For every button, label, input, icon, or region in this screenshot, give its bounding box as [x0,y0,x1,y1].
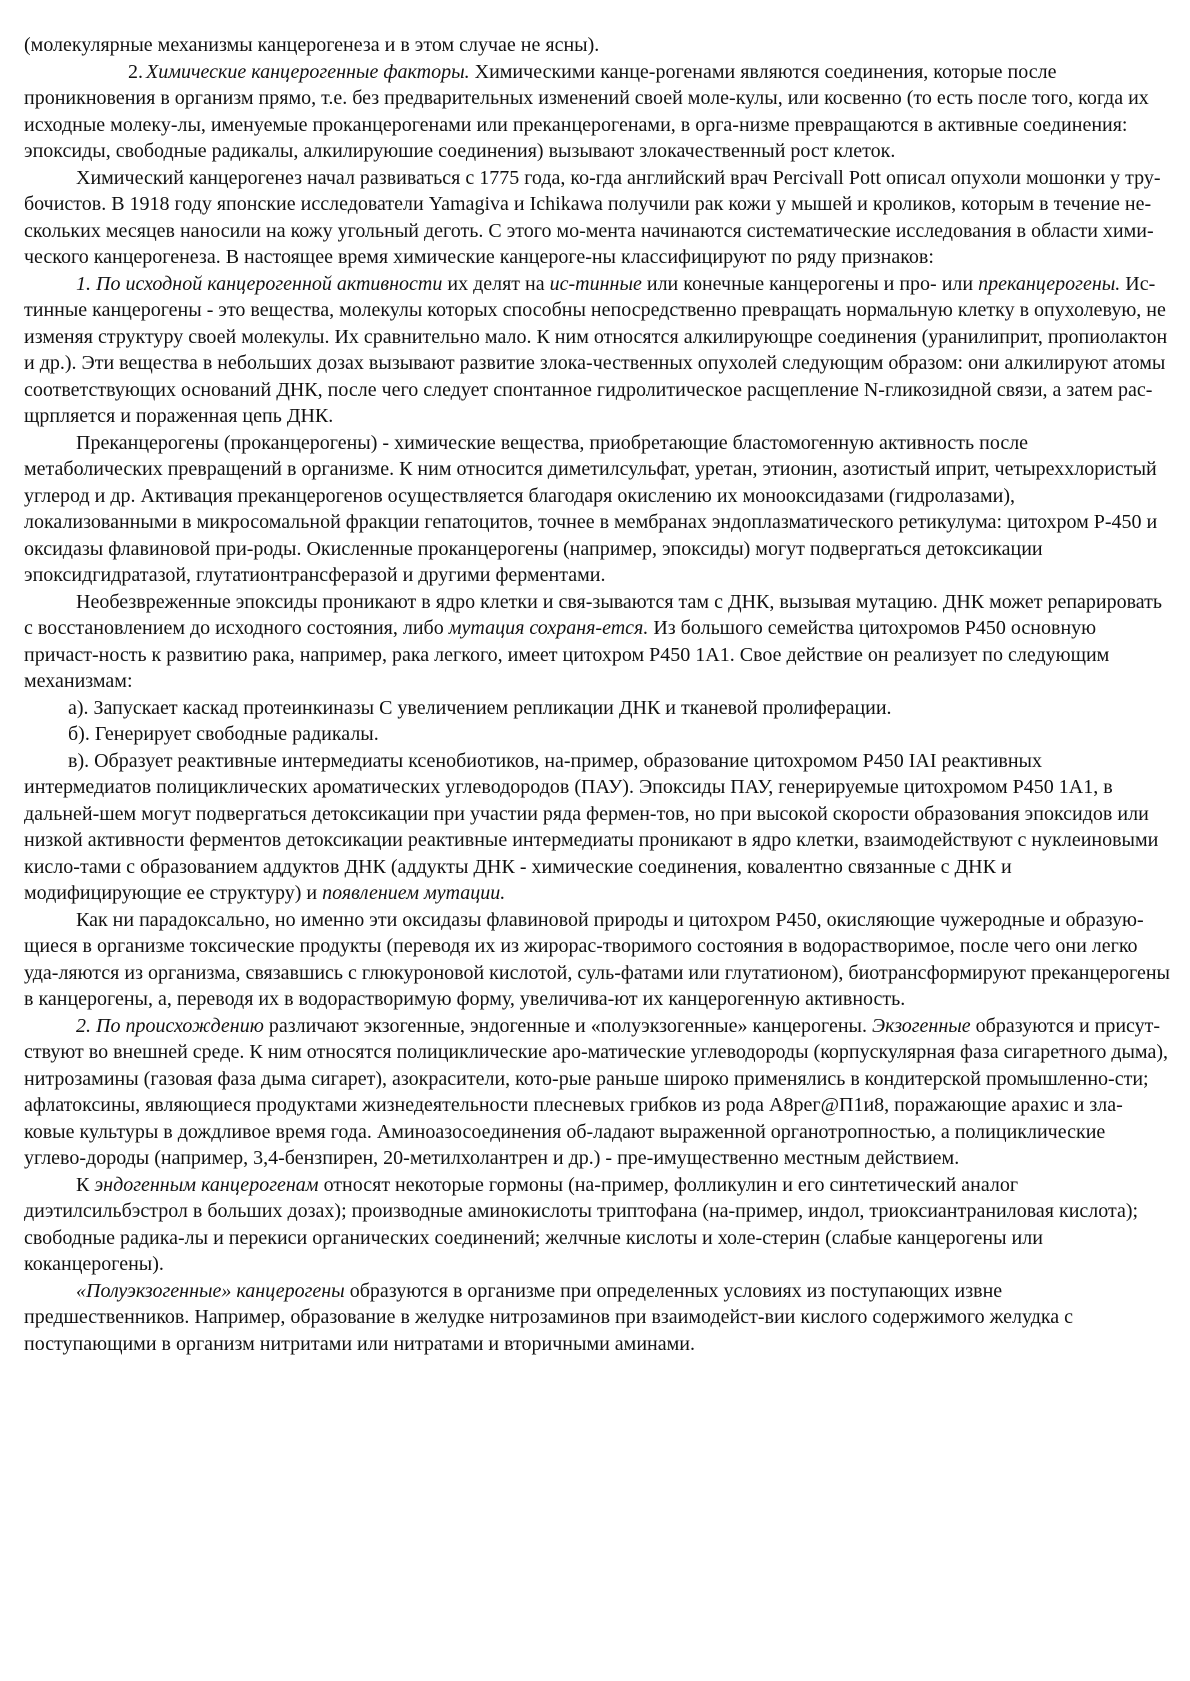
italic-term: ис-тинные [549,272,642,295]
text-run: относят некоторые гормоны (на-пример, фолликулин и его синтетический аналог диэтилсильбэстрол в больших дозах); производные аминокислоты триптофана (на-пример, индол, триоксиантраниловая кислота); свободные радика-лы и перекиси органических соединений; желчные кислоты и холе-стерин (слабые канцерогены или коканцерогены). [24,1173,1139,1275]
italic-term: 1. По исходной канцерогенной активности [76,272,443,295]
text-run: в). Образует реактивные интермедиаты ксенобиотиков, на-пример, образование цитохромом Р450 IAI реактивных интермедиатов полициклических ароматических углеводородов (ПАУ). Эпоксиды ПАУ, генерируемые цитохромом Р450 1А1, в дальней-шем могут подвергаться детоксикации при участии ряда фермен-тов, но при высокой скорости образования эпоксидов или низкой активности ферментов детоксикации реактивные интермедиаты проникают в ядро клетки, взаимодействуют с нуклеиновыми кисло-тами с образованием аддуктов ДНК (аддукты ДНК - химические соединения, ковалентно связанные с ДНК и модифицирующие ее структуру) и [24,749,1159,904]
text-run: Необезвреженные эпоксиды проникают в ядро клетки и свя-зываются там с ДНК, вызывая мутацию. ДНК может репарировать с восстановлением до исходного состояния, либо [24,590,1163,639]
paragraph [24,165,1170,271]
text-run: Ис-тинные канцерогены - это вещества, молекулы которых способны непосредственно превращать нормальную клетку в опухолевую, не изменяя структуру своей молекулы. Их сравнительно мало. К ним относятся алкилирующре соединения (уранилиприт, пропиолактон и др.). Эти вещества в небольших дозах вызывают развитие злока-чественных опухолей следующим образом: они алкилируют атомы соответствующих оснований ДНК, после чего следует спонтанное гидролитическое расщепление N-гликозидной связи, а затем рас-щрпляется и пораженная цепь ДНК. [24,272,1168,427]
italic-term: Экзогенные [872,1014,971,1037]
paragraph [24,271,1170,430]
paragraph [24,907,1170,1013]
text-run: б). Генерирует свободные радикалы. [68,723,379,745]
text-run: Химическими канце-рогенами являются соединения, которые после проникновения в организм прямо, т.е. без предварительных изменений своей моле-кулы, или косвенно (то есть после того, когда их исходные молеку-лы, именуемые проканцерогенами или преканцерогенами, в орга-низме превращаются в активные соединения: эпоксиды, свободные радикалы, алкилируюшие соединения) вызывают злокачественный рост клеток. [24,60,1149,162]
text-run: образуются и присут-ствуют во внешней среде. К ним относятся полициклические аро-матические углеводороды (корпускулярная фаза сигаретного дыма), нитрозамины (газовая фаза дыма сигарет), азокрасители, кото-рые раньше широко применялись в кондитерской промышленно-сти; афлатоксины, являющиеся продуктами жизнедеятельности плесневых грибков из рода А8рег@П1и8, поражающие арахис и зла-ковые культуры в дождливое время года. Аминоазосоединения об-ладают выраженной органотропностью, а полициклические углево-дороды (например, 3,4-бензпирен, 20-метилхолантрен и др.) - пре-имущественно местным действием. [24,1014,1168,1169]
italic-term: 2. По происхождению [76,1014,264,1037]
italic-term: эндогенным канцерогенам [94,1173,319,1196]
document-page [24,32,1170,1357]
italic-term: «Полуэкзогенные» канцерогены [76,1279,345,1302]
text-run: или конечные канцерогены и про- или [641,272,979,295]
paragraph [24,589,1170,695]
text-run: Как ни парадоксально, но именно эти оксидазы флавиновой природы и цитохром Р450, окисляющие чужеродные и образую-щиеся в организме токсические продукты (переводя их из жирорас-творимого состояния в водорастворимое, после чего они легко уда-ляются из организма, связавшись с глюкуроновой кислотой, суль-фатами или глутатионом), биотрансформируют преканцерогены в канцерогены, а, переводя их в водорастворимую форму, увеличива-ют их канцерогенную активность. [24,908,1170,1010]
italic-term: мутация сохраня-ется. [448,617,649,639]
text-run: а). Запускает каскад протеинкиназы С увеличением репликации ДНК и тканевой пролиферации. [68,696,892,719]
paragraph [24,1278,1170,1358]
italic-term: появлением мутации. [322,882,506,904]
paragraph [24,430,1170,589]
paragraph [24,721,1170,748]
section-number: 2. [128,60,143,83]
paragraph [24,1013,1170,1172]
text-run: образуются в организме при определенных условиях из поступающих извне предшественников. Например, образование в желудке нитрозаминов при взаимодейст-вии кислого содержимого желудка с поступающими в организм нитритами или нитратами и вторичными аминами. [24,1279,1074,1355]
text-run: Преканцерогены (проканцерогены) - химические вещества, приобретающие бластомогенную активность после метаболических превращений в организме. К ним относится диметилсульфат, уретан, этионин, азотистый иприт, четыреххлористый углерод и др. Активация преканцерогенов осуществляется благодаря окислению их монооксидазами (гидролазами), локализованными в микросомальной фракции гепатоцитов, точнее в мембранах эндоплазматического ретикулума: цитохром Р-450 и оксидазы флавиновой при-роды. Окисленные проканцерогены (например, эпоксиды) могут подвергаться детоксикации эпоксидгидратазой, глутатионтрансферазой и другими ферментами. [24,431,1158,586]
paragraph [24,1172,1170,1278]
text-run: К [76,1173,95,1196]
text-run: (молекулярные механизмы канцерогенеза и в этом случае не ясны). [24,34,600,56]
paragraph [24,695,1170,722]
text-run: Химический канцерогенез начал развиваться с 1775 года, ко-гда английский врач Percivall Pott описал опухоли мошонки у тру-бочистов. В 1918 году японские исследователи Yamagiva и Ichikawa получили рак кожи у мышей и кроликов, которым в течение не-скольких месяцев наносили на кожу угольный деготь. С этого мо-мента начинаются систематические исследования в области хими-ческого канцерогенеза. В настоящее время химические канцероге-ны классифицируют по ряду признаков: [24,166,1161,268]
text-run: их делят на [442,272,550,295]
text-run: Из большого семейства цитохромов Р450 основную причаст-ность к развитию рака, например, рака легкого, имеет цитохром Р450 1А1. Свое действие он реализует по следующим механизмам: [24,617,1110,692]
italic-term: преканцерогены. [978,272,1121,295]
paragraph [24,32,1170,59]
paragraph [24,59,1170,165]
paragraph [24,748,1170,907]
text-run: различают экзогенные, эндогенные и «полуэкзогенные» канцерогены. [263,1014,872,1037]
italic-term: Химические канцерогенные факторы. [146,60,470,83]
